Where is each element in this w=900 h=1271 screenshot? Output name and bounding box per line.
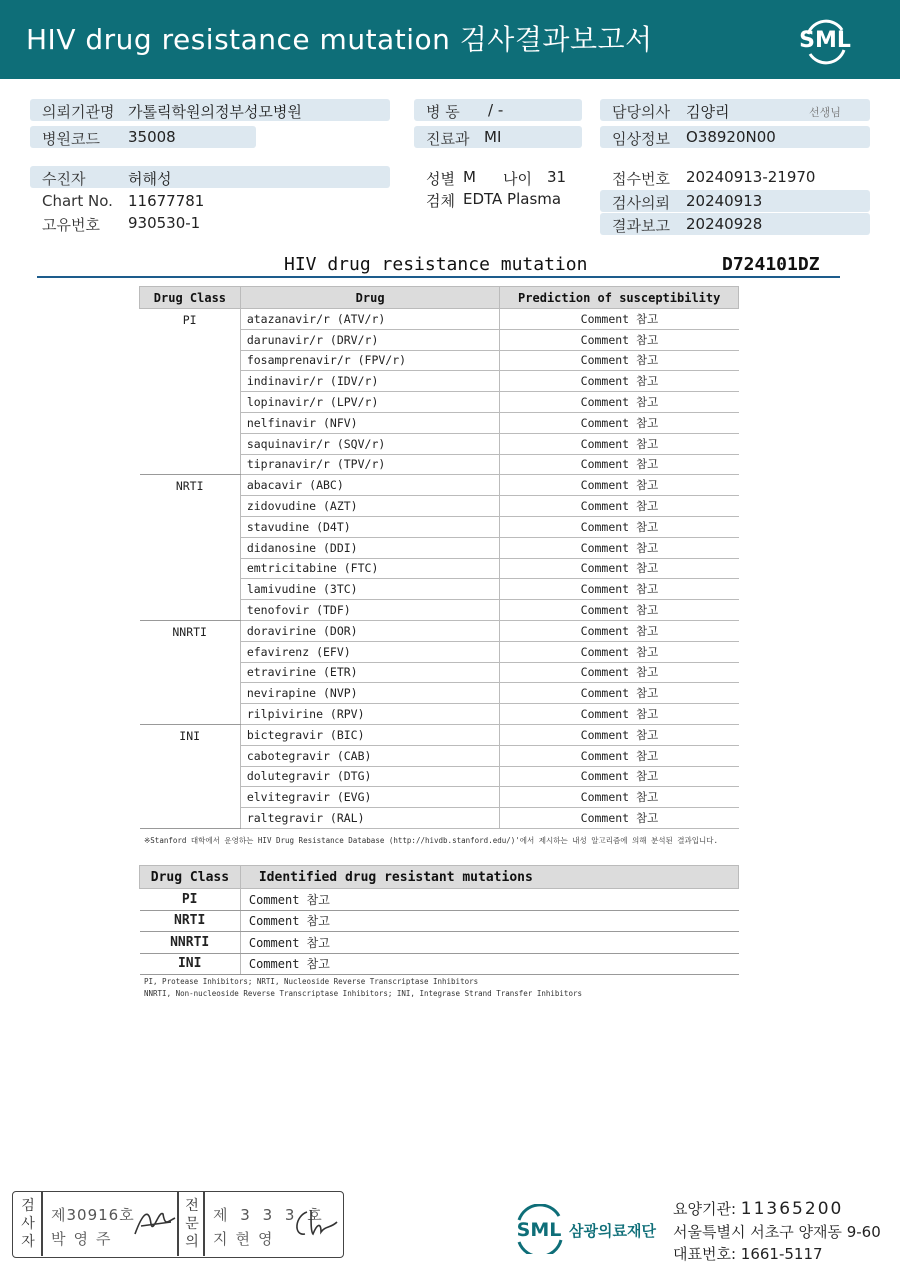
tester-signature-icon bbox=[131, 1204, 183, 1240]
prediction-cell: Comment 참고 bbox=[500, 745, 739, 766]
drug-cell: darunavir/r (DRV/r) bbox=[240, 329, 500, 350]
col-header-drug-class: Drug Class bbox=[140, 287, 241, 309]
test-request-field bbox=[600, 190, 870, 212]
mutations-table-body bbox=[140, 889, 739, 975]
drug-cell: bictegravir (BIC) bbox=[240, 724, 500, 745]
section-title: HIV drug resistance mutation bbox=[284, 254, 588, 275]
drug-class-cell: PI bbox=[140, 309, 241, 475]
care-number: 11365200 bbox=[740, 1199, 844, 1219]
signature-divider bbox=[203, 1192, 205, 1256]
drug-cell: nelfinavir (NFV) bbox=[240, 412, 500, 433]
specialist-label: 전문의 bbox=[185, 1198, 199, 1250]
receipt-no-value: 20240913-21970 bbox=[686, 168, 816, 186]
prediction-cell: Comment 참고 bbox=[500, 558, 739, 579]
susceptibility-table-body bbox=[140, 309, 739, 829]
org-logo bbox=[511, 1204, 567, 1254]
ward-label: 병 동 bbox=[426, 103, 460, 121]
prediction-cell: Comment 참고 bbox=[500, 454, 739, 475]
table-header-row bbox=[140, 287, 739, 309]
drug-cell: didanosine (DDI) bbox=[240, 537, 500, 558]
prediction-cell: Comment 참고 bbox=[500, 579, 739, 600]
care-institution-line bbox=[673, 1198, 843, 1219]
header-bar bbox=[0, 0, 900, 79]
drug-cell: fosamprenavir/r (FPV/r) bbox=[240, 350, 500, 371]
specimen-value: EDTA Plasma bbox=[463, 190, 562, 208]
drug-cell: abacavir (ABC) bbox=[240, 475, 500, 496]
legend-line-2: NNRTI, Non-nucleoside Reverse Transcriptase Inhibitors; INI, Integrase Strand Transfer Inhibitors bbox=[144, 989, 582, 998]
prediction-cell: Comment 참고 bbox=[500, 620, 739, 641]
prediction-cell: Comment 참고 bbox=[500, 704, 739, 725]
hospital-code-value: 35008 bbox=[128, 128, 176, 146]
mutations-cell: Comment 참고 bbox=[240, 932, 738, 954]
prediction-cell: Comment 참고 bbox=[500, 475, 739, 496]
drug-cell: lopinavir/r (LPV/r) bbox=[240, 392, 500, 413]
tester-name: 박영주 bbox=[51, 1230, 119, 1248]
drug-cell: zidovudine (AZT) bbox=[240, 496, 500, 517]
drug-cell: doravirine (DOR) bbox=[240, 620, 500, 641]
table-row bbox=[140, 889, 739, 911]
chart-no-field bbox=[30, 190, 390, 212]
drug-class-cell: NNRTI bbox=[140, 620, 241, 724]
prediction-cell: Comment 참고 bbox=[500, 683, 739, 704]
prediction-cell: Comment 참고 bbox=[500, 412, 739, 433]
drug-cell: elvitegravir (EVG) bbox=[240, 787, 500, 808]
mutations-cell: Comment 참고 bbox=[240, 889, 738, 911]
section-code: D724101DZ bbox=[722, 254, 820, 275]
prediction-cell: Comment 참고 bbox=[500, 350, 739, 371]
drug-cell: atazanavir/r (ATV/r) bbox=[240, 309, 500, 330]
logo-text: SML bbox=[799, 28, 851, 53]
drug-cell: indinavir/r (IDV/r) bbox=[240, 371, 500, 392]
department-field bbox=[414, 126, 582, 148]
sml-logo bbox=[798, 14, 852, 68]
drug-class-cell: INI bbox=[140, 724, 241, 828]
doctor-suffix: 선생님 bbox=[809, 106, 841, 119]
drug-cell: etravirine (ETR) bbox=[240, 662, 500, 683]
unique-no-label: 고유번호 bbox=[42, 216, 100, 234]
specialist-number: 제 3 3 3 호 bbox=[213, 1206, 326, 1224]
prediction-cell: Comment 참고 bbox=[500, 371, 739, 392]
prediction-cell: Comment 참고 bbox=[500, 787, 739, 808]
col-header-drug: Drug bbox=[240, 287, 500, 309]
col-header-mutations: Identified drug resistant mutations bbox=[240, 866, 738, 889]
tester-number: 제30916호 bbox=[51, 1206, 135, 1224]
drug-cell: lamivudine (3TC) bbox=[240, 579, 500, 600]
phone-label: 대표번호: bbox=[673, 1245, 737, 1263]
signature-divider bbox=[41, 1192, 43, 1256]
col-header-drug-class: Drug Class bbox=[140, 866, 241, 889]
prediction-cell: Comment 참고 bbox=[500, 537, 739, 558]
prediction-cell: Comment 참고 bbox=[500, 392, 739, 413]
doctor-label: 담당의사 bbox=[612, 103, 670, 121]
specialist-signature-icon bbox=[291, 1206, 341, 1242]
section-divider bbox=[37, 276, 840, 278]
drug-class-cell: NRTI bbox=[140, 910, 241, 932]
phone-number: 1661-5117 bbox=[740, 1245, 823, 1263]
department-value: MI bbox=[484, 128, 502, 146]
clinical-info-field bbox=[600, 126, 870, 148]
drug-cell: efavirenz (EFV) bbox=[240, 641, 500, 662]
signature-box bbox=[12, 1191, 344, 1258]
patient-label: 수진자 bbox=[42, 170, 86, 188]
prediction-cell: Comment 참고 bbox=[500, 309, 739, 330]
drug-cell: rilpivirine (RPV) bbox=[240, 704, 500, 725]
report-title: HIV drug resistance mutation 검사결과보고서 bbox=[26, 23, 653, 56]
ward-value: / - bbox=[488, 101, 504, 119]
prediction-cell: Comment 참고 bbox=[500, 433, 739, 454]
drug-cell: saquinavir/r (SQV/r) bbox=[240, 433, 500, 454]
table-row bbox=[140, 475, 739, 496]
drug-class-cell: PI bbox=[140, 889, 241, 911]
specimen-label: 검체 bbox=[426, 192, 455, 210]
drug-cell: tenofovir (TDF) bbox=[240, 600, 500, 621]
clinical-info-value: O38920N00 bbox=[686, 128, 776, 146]
care-label: 요양기관: bbox=[673, 1200, 737, 1218]
receipt-no-label: 접수번호 bbox=[612, 170, 670, 188]
legend-line-1: PI, Protease Inhibitors; NRTI, Nucleoside Reverse Transcriptase Inhibitors bbox=[144, 977, 479, 986]
prediction-cell: Comment 참고 bbox=[500, 641, 739, 662]
sex-label: 성별 bbox=[426, 170, 455, 188]
phone-line bbox=[673, 1243, 823, 1264]
result-report-value: 20240928 bbox=[686, 215, 763, 233]
age-value: 31 bbox=[547, 168, 567, 186]
receipt-no-field bbox=[600, 166, 870, 188]
doctor-field bbox=[600, 99, 870, 121]
drug-cell: raltegravir (RAL) bbox=[240, 808, 500, 829]
hospital-code-label: 병원코드 bbox=[42, 130, 100, 148]
address-line: 서울특별시 서초구 양재동 9-60 bbox=[673, 1223, 881, 1241]
institution-field bbox=[30, 99, 390, 121]
mutations-cell: Comment 참고 bbox=[240, 953, 738, 975]
test-request-value: 20240913 bbox=[686, 192, 763, 210]
test-request-label: 검사의뢰 bbox=[612, 194, 670, 212]
institution-value: 가톨릭학원의정부성모병원 bbox=[128, 103, 302, 121]
table-row bbox=[140, 620, 739, 641]
org-logo-text: SML bbox=[516, 1219, 562, 1241]
specialist-name: 지현영 bbox=[213, 1230, 281, 1248]
clinical-info-label: 임상정보 bbox=[612, 130, 670, 148]
doctor-value: 김양리 bbox=[686, 103, 730, 121]
prediction-cell: Comment 참고 bbox=[500, 808, 739, 829]
drug-class-cell: INI bbox=[140, 953, 241, 975]
ward-field bbox=[414, 99, 582, 121]
sex-value: M bbox=[463, 168, 476, 186]
age-label: 나이 bbox=[503, 170, 532, 188]
department-label: 진료과 bbox=[426, 130, 470, 148]
drug-cell: stavudine (D4T) bbox=[240, 516, 500, 537]
chart-no-label: Chart No. bbox=[42, 192, 113, 210]
table-row bbox=[140, 953, 739, 975]
table-row bbox=[140, 309, 739, 330]
drug-cell: dolutegravir (DTG) bbox=[240, 766, 500, 787]
susceptibility-table bbox=[139, 286, 739, 829]
prediction-cell: Comment 참고 bbox=[500, 766, 739, 787]
unique-no-field bbox=[30, 212, 390, 234]
prediction-cell: Comment 참고 bbox=[500, 329, 739, 350]
org-logo-arc-icon bbox=[511, 1204, 567, 1254]
patient-field bbox=[30, 166, 390, 188]
prediction-cell: Comment 참고 bbox=[500, 662, 739, 683]
table-row bbox=[140, 724, 739, 745]
institution-label: 의뢰기관명 bbox=[42, 103, 115, 121]
drug-cell: nevirapine (NVP) bbox=[240, 683, 500, 704]
col-header-prediction: Prediction of susceptibility bbox=[500, 287, 739, 309]
table-header-row bbox=[140, 866, 739, 889]
database-footnote: ※Stanford 대학에서 운영하는 HIV Drug Resistance Database (http://hivdb.stanford.edu/)'에서 제시하는 내성 알고리즘에 의해 분석된 결과입니다. bbox=[144, 836, 719, 845]
chart-no-value: 11677781 bbox=[128, 192, 205, 210]
mutations-table bbox=[139, 865, 739, 975]
table-row bbox=[140, 932, 739, 954]
org-name: 삼광의료재단 bbox=[569, 1222, 656, 1240]
table-row bbox=[140, 910, 739, 932]
tester-label: 검사자 bbox=[21, 1198, 35, 1250]
prediction-cell: Comment 참고 bbox=[500, 496, 739, 517]
result-report-label: 결과보고 bbox=[612, 217, 670, 235]
drug-cell: tipranavir/r (TPV/r) bbox=[240, 454, 500, 475]
drug-class-cell: NRTI bbox=[140, 475, 241, 621]
drug-cell: emtricitabine (FTC) bbox=[240, 558, 500, 579]
prediction-cell: Comment 참고 bbox=[500, 600, 739, 621]
unique-no-value: 930530-1 bbox=[128, 214, 201, 232]
hospital-code-field bbox=[30, 126, 256, 148]
prediction-cell: Comment 참고 bbox=[500, 516, 739, 537]
mutations-cell: Comment 참고 bbox=[240, 910, 738, 932]
drug-cell: cabotegravir (CAB) bbox=[240, 745, 500, 766]
prediction-cell: Comment 참고 bbox=[500, 724, 739, 745]
patient-value: 허해성 bbox=[128, 170, 172, 188]
drug-class-cell: NNRTI bbox=[140, 932, 241, 954]
abbreviation-legend bbox=[144, 976, 582, 1000]
result-report-field bbox=[600, 213, 870, 235]
